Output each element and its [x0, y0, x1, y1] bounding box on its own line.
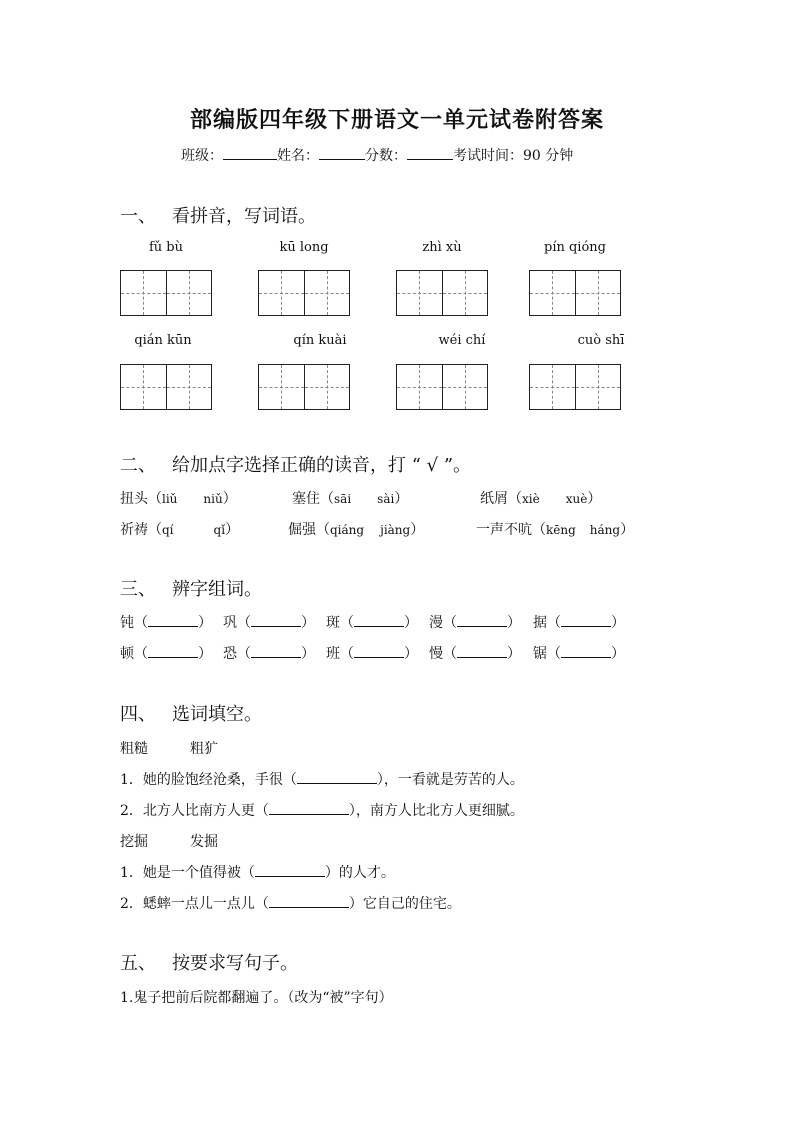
section-4-heading: 四、 选词填空。 — [120, 704, 262, 725]
pinyin-option[interactable]: qí — [162, 523, 174, 537]
writing-grid-8[interactable] — [529, 364, 621, 410]
fill-question-1: 1．她的脸饱经沧桑，手很（ ），一看就是劳苦的人。 — [120, 772, 524, 788]
writing-grid-3[interactable] — [396, 270, 488, 316]
bianzi-item: 斑（ ） — [326, 615, 418, 631]
page-title: 部编版四年级下册语文一单元试卷附答案 — [189, 107, 604, 133]
answer-blank[interactable] — [561, 657, 611, 658]
answer-blank[interactable] — [269, 907, 349, 908]
pinyin-option[interactable]: háng — [589, 523, 621, 537]
fill-question-2: 2．北方人比南方人更（ ），南方人比北方人更细腻。 — [120, 803, 524, 819]
word-choices-1: 粗糙 粗犷 — [120, 741, 218, 757]
bianzi-item: 锯（ ） — [533, 646, 625, 662]
answer-blank[interactable] — [148, 657, 198, 658]
pinyin-option[interactable]: liǔ — [162, 492, 178, 506]
reading-item: 纸屑（xiè xuè） — [480, 491, 602, 507]
word-choices-2: 挖掘 发掘 — [120, 834, 218, 850]
bianzi-item: 慢（ ） — [429, 646, 521, 662]
writing-grid-7[interactable] — [396, 364, 488, 410]
pinyin-option[interactable]: xuè — [565, 492, 588, 506]
exam-info — [181, 145, 573, 165]
pinyin-option[interactable]: sāi — [334, 492, 352, 506]
pinyin-7: wéi chí — [438, 333, 486, 348]
reading-item: 倔强（qiáng jiàng） — [288, 522, 425, 538]
bianzi-item: 据（ ） — [533, 615, 625, 631]
writing-grid-4[interactable] — [529, 270, 621, 316]
name-label: 姓名： — [277, 148, 319, 164]
reading-item: 塞住（sāi sài） — [292, 491, 409, 507]
time-label: 考试时间：90 分钟 — [453, 148, 574, 164]
answer-blank[interactable] — [354, 657, 404, 658]
pinyin-4: pín qióng — [544, 240, 606, 255]
writing-grid-1[interactable] — [120, 270, 212, 316]
pinyin-6: qín kuài — [293, 333, 347, 348]
bianzi-item: 班（ ） — [326, 646, 418, 662]
answer-blank[interactable] — [561, 626, 611, 627]
pinyin-option[interactable]: niǔ — [203, 492, 223, 506]
writing-grid-6[interactable] — [258, 364, 350, 410]
section-5-heading: 五、 按要求写句子。 — [120, 953, 298, 974]
pinyin-option[interactable]: qiáng — [330, 523, 365, 537]
answer-blank[interactable] — [457, 657, 507, 658]
pinyin-2: kū long — [279, 240, 329, 255]
fill-question-3: 1．她是一个值得被（ ）的人才。 — [120, 865, 395, 881]
section-2-heading: 二、 给加点字选择正确的读音，打 “ √ ”。 — [120, 455, 472, 476]
pinyin-3: zhì xù — [422, 240, 462, 255]
pinyin-8: cuò shī — [577, 333, 625, 348]
pinyin-1: fǔ bù — [148, 240, 183, 255]
pinyin-option[interactable]: jiàng — [380, 523, 411, 537]
pinyin-option[interactable]: kēng — [546, 523, 576, 537]
sentence-question-1: 1.鬼子把前后院都翻遍了。（改为“被”字句） — [120, 990, 393, 1006]
reading-item: 扭头（liǔ niǔ） — [120, 491, 237, 507]
pinyin-5: qián kūn — [134, 333, 192, 348]
answer-blank[interactable] — [251, 626, 301, 627]
reading-item: 祈祷（qí qǐ） — [120, 522, 240, 538]
answer-blank[interactable] — [297, 783, 377, 784]
pinyin-option[interactable]: qǐ — [213, 523, 226, 537]
answer-blank[interactable] — [457, 626, 507, 627]
answer-blank[interactable] — [251, 657, 301, 658]
pinyin-option[interactable]: sài — [377, 492, 395, 506]
answer-blank[interactable] — [354, 626, 404, 627]
class-blank[interactable] — [223, 145, 277, 160]
fill-question-4: 2．蟋蟀一点儿一点儿（ ）它自己的住宅。 — [120, 896, 461, 912]
score-blank[interactable] — [407, 145, 453, 160]
section-3-heading: 三、 辨字组词。 — [120, 579, 262, 600]
reading-item: 一声不吭（kēng háng） — [476, 522, 635, 538]
name-blank[interactable] — [319, 145, 365, 160]
section-1-heading: 一、 看拼音，写词语。 — [120, 206, 316, 227]
answer-blank[interactable] — [148, 626, 198, 627]
writing-grid-5[interactable] — [120, 364, 212, 410]
bianzi-item: 钝（ ） — [120, 615, 212, 631]
class-label: 班级： — [181, 148, 223, 164]
pinyin-option[interactable]: xiè — [522, 492, 540, 506]
bianzi-item: 巩（ ） — [223, 615, 315, 631]
writing-grid-2[interactable] — [258, 270, 350, 316]
answer-blank[interactable] — [269, 814, 349, 815]
bianzi-item: 顿（ ） — [120, 646, 212, 662]
bianzi-item: 漫（ ） — [429, 615, 521, 631]
score-label: 分数： — [365, 148, 407, 164]
answer-blank[interactable] — [255, 876, 325, 877]
bianzi-item: 恐（ ） — [223, 646, 315, 662]
